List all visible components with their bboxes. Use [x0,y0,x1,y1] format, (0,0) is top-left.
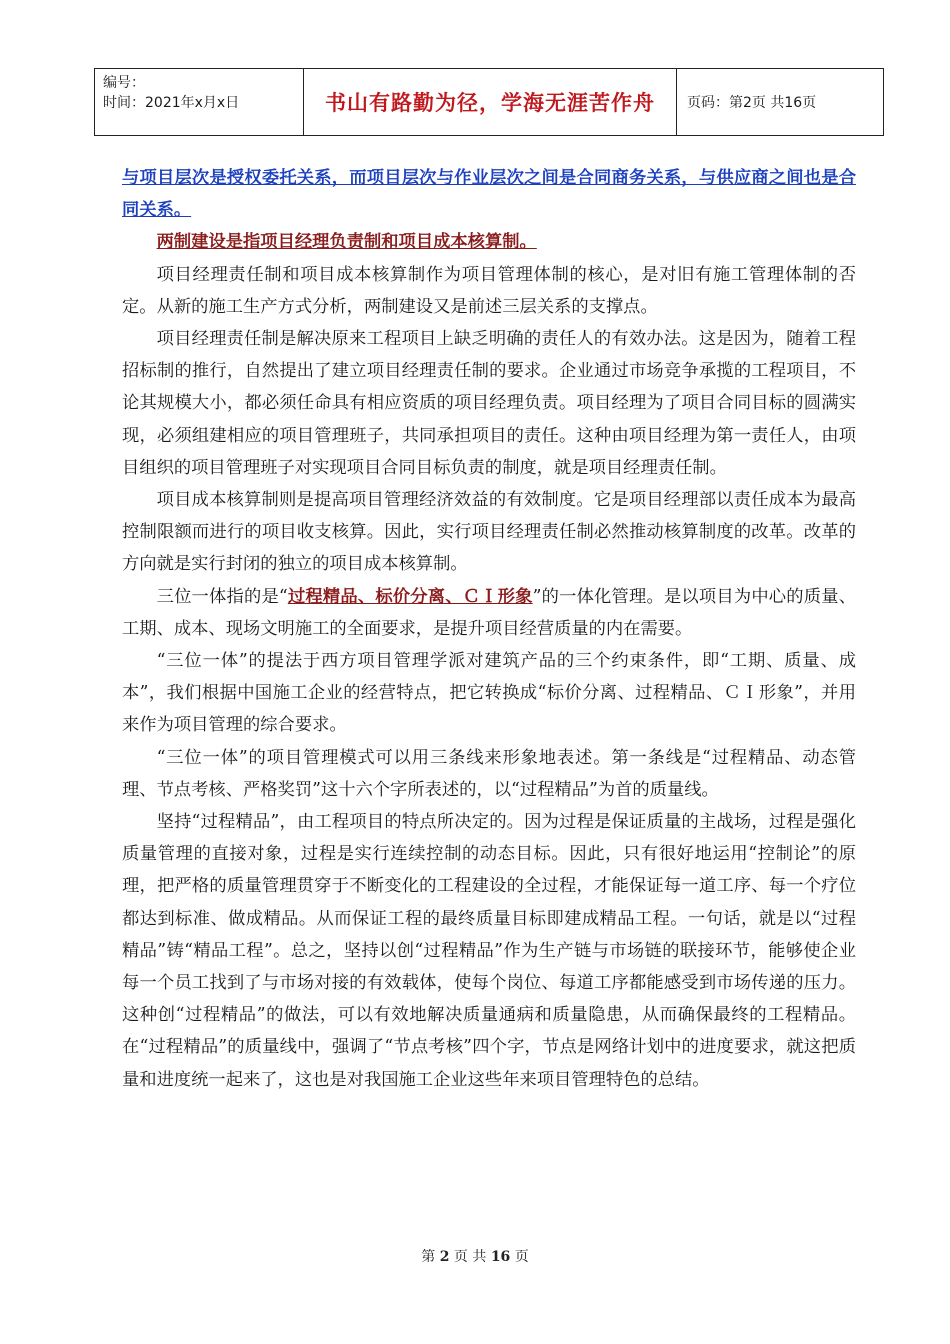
doc-code-label: 编号： [103,75,145,91]
paragraph: 三位一体指的是“过程精品、标价分离、ＣＩ形象”的一体化管理。是以项目为中心的质量、工期、成本、现场文明施工的全面要求，是提升项目经营质量的内在需要。 [122,586,856,639]
header-meta [95,69,304,136]
emphasis-text: 过程精品、标价分离、ＣＩ形象 [287,586,533,607]
document-body [122,162,856,1096]
paragraph-continued [122,162,856,226]
paragraph: “三位一体”的项目管理模式可以用三条线来形象地表述。第一条线是“过程精品、动态管理、节点考核、严格奖罚”这十六个字所表述的，以“过程精品”为首的质量线。 [122,747,856,800]
footer-total-pages: 16 [490,1249,511,1265]
footer-page-number: 2 [439,1249,450,1265]
page-header [94,68,884,136]
page-footer: 第 2 页 共 16 页 [421,1249,529,1265]
hyperlink-text[interactable]: 与项目层次是授权委托关系，而项目层次与作业层次之间是合同商务关系，与供应商之间也是合同关系。 [122,168,856,221]
paragraph: 坚持“过程精品”，由工程项目的特点所决定的。因为过程是保证质量的主战场，过程是强化质量管理的直接对象，过程是实行连续控制的动态目标。因此，只有很好地运用“控制论”的原理，把严格的质量管理贯穿于不断变化的工程建设的全过程，才能保证每一道工序、每一个疗位都达到标准、做成精品。从而保证工程的最终质量目标即建成精品工程。一句话，就是以“过程精品”铸“精品工程”。总之，坚持以创“过程精品”作为生产链与市场链的联接环节，能够使企业每一个员工找到了与市场对接的有效载体，使每个岗位、每道工序都能感受到市场传递的压力。这种创“过程精品”的做法，可以有效地解决质量通病和质量隐患，从而确保最终的工程精品。在“过程精品”的质量线中，强调了“节点考核”四个字，节点是网络计划中的进度要求，就这把质量和进度统一起来了，这也是对我国施工企业这些年来项目管理特色的总结。 [122,812,856,1090]
paragraph: 项目成本核算制则是提高项目管理经济效益的有效制度。它是项目经理部以责任成本为最高控制限额而进行的项目收支核算。因此，实行项目经理责任制必然推动核算制度的改革。改革的方向就是实行封闭的独立的项目成本核算制。 [122,490,856,575]
header-motto: 书山有路勤为径，学海无涯苦作舟 [304,69,677,136]
paragraph: 项目经理责任制是解决原来工程项目上缺乏明确的责任人的有效办法。这是因为，随着工程招标制的推行，自然提出了建立项目经理责任制的要求。企业通过市场竞争承揽的工程项目，不论其规模大小，都必须任命具有相应资质的项目经理负责。项目经理为了项目合同目标的圆满实现，必须组建相应的项目管理班子，共同承担项目的责任。这种由项目经理为第一责任人，由项目组织的项目管理班子对实现项目合同目标负责的制度，就是项目经理责任制。 [122,329,856,478]
header-page-label: 页码：第2页 共16页 [677,69,884,136]
doc-time-label: 时间：2021年x月x日 [103,95,240,111]
paragraph: 项目经理责任制和项目成本核算制作为项目管理体制的核心，是对旧有施工管理体制的否定。从新的施工生产方式分析，两制建设又是前述三层关系的支撑点。 [122,264,856,317]
paragraph: “三位一体”的提法于西方项目管理学派对建筑产品的三个约束条件，即“工期、质量、成本”，我们根据中国施工企业的经营特点，把它转换成“标价分离、过程精品、ＣＩ形象”，并用来作为项目管理的综合要求。 [122,651,856,736]
section-heading: 两制建设是指项目经理负责制和项目成本核算制。 [156,232,537,253]
